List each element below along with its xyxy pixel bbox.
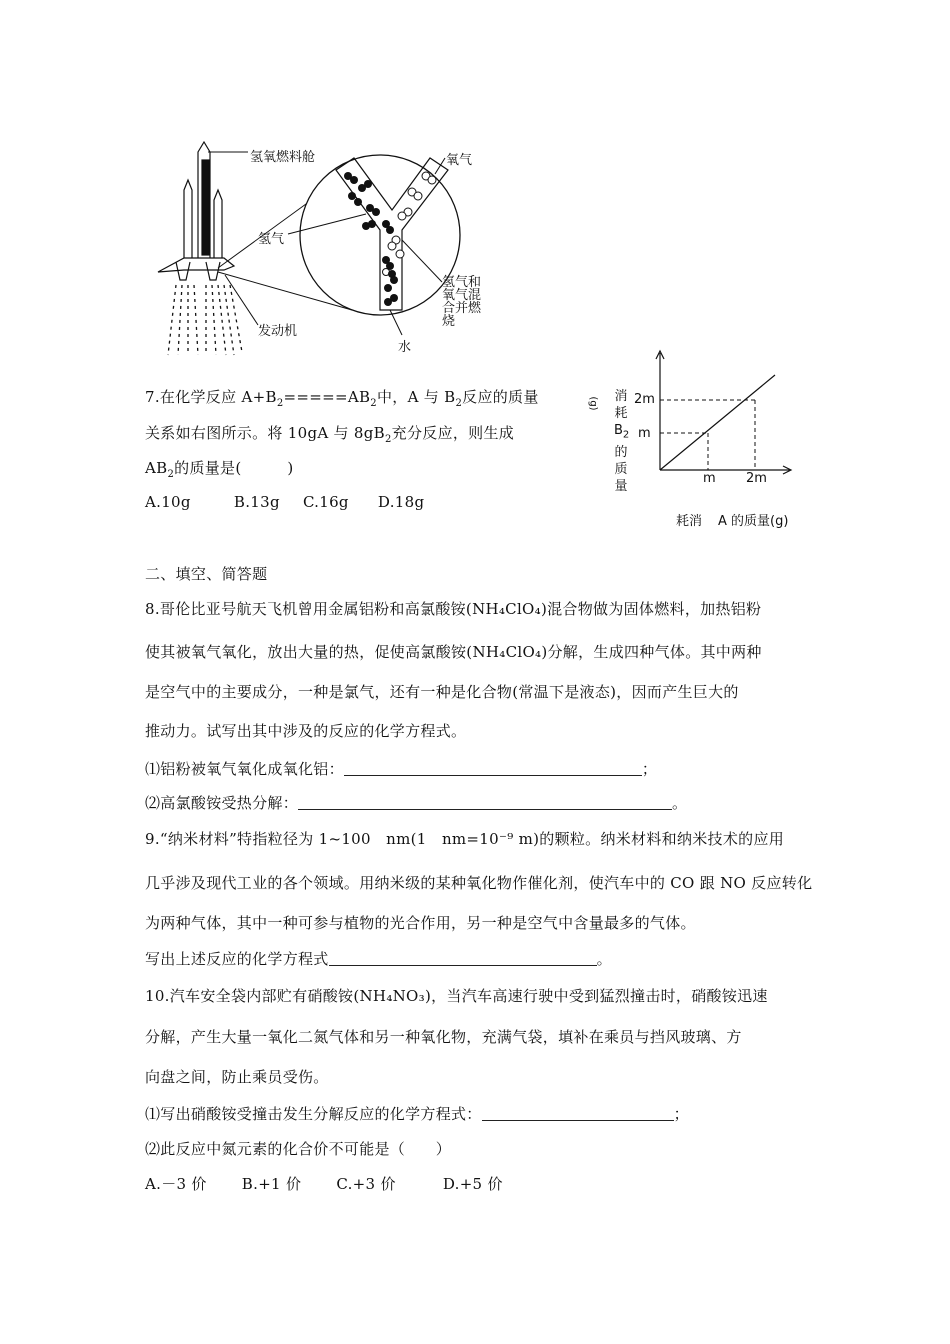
q10-option-c[interactable]: C.+3 价: [336, 1175, 396, 1193]
q7-options: [145, 493, 424, 511]
q9-line4: 写出上述反应的化学方程式 。: [145, 950, 612, 968]
label-oxygen: 氧气: [446, 153, 473, 168]
q10-option-b[interactable]: B.+1 价: [241, 1175, 302, 1193]
q10-line1: 10.汽车安全袋内部贮有硝酸铵(NH₄NO₃)，当汽车高速行驶中受到猛烈撞击时，硝酸铵迅速: [145, 987, 768, 1005]
y-axis-unit: (g): [587, 396, 599, 411]
q7-option-c[interactable]: C.16g: [302, 493, 349, 511]
q10-sub1: ⑴写出硝酸铵受撞击发生分解反应的化学方程式： ；: [145, 1105, 689, 1123]
label-mix: 氢气和 氧气混 合并燃 烧: [442, 275, 482, 329]
q9-line3: 为两种气体，其中一种可参与植物的光合作用，另一种是空气中含量最多的气体。: [145, 914, 696, 932]
q10-options: [145, 1173, 503, 1194]
q7-line1: 7.在化学反应 $A+B_2=====AB_2$中，A 与 $B_2$反应的质量: [145, 388, 539, 409]
q8-answer-1[interactable]: [344, 761, 642, 776]
q8-sub1: ⑴铝粉被氧气氧化成氧化铝： ；: [145, 760, 658, 778]
q10-answer-1[interactable]: [482, 1106, 674, 1121]
data-line: [660, 375, 775, 470]
x-tick-2m: 2m: [746, 471, 767, 486]
q9-line1: 9.“纳米材料”特指粒径为 1~100 nm(1 nm=10⁻⁹ m)的颗粒。纳米材料和纳米技术的应用: [145, 830, 785, 848]
q8-line2: 使其被氧气氧化，放出大量的热，促使高氯酸铵(NH₄ClO₄)分解，生成四种气体。其中两种: [145, 643, 762, 661]
q7-option-d[interactable]: D.18g: [377, 493, 425, 511]
q7-option-b[interactable]: B.13g: [233, 493, 280, 511]
q10-sub2: ⑵此反应中氮元素的化合价不可能是（ ）: [145, 1140, 452, 1158]
q8-line1: 8.哥伦比亚号航天飞机曾用金属铝粉和高氯酸铵(NH₄ClO₄)混合物做为固体燃料，加热铝粉: [145, 600, 762, 618]
mass-graph: [640, 345, 800, 480]
q7-option-a[interactable]: A.10g: [145, 493, 191, 511]
q8-answer-2[interactable]: [298, 795, 672, 810]
exhaust-icon: [168, 285, 242, 355]
q9-line2: 几乎涉及现代工业的各个领域。用纳米级的某种氧化物作催化剂，使汽车中的 CO 跟 NO 反应转化: [145, 874, 813, 892]
q7-line3: $AB_2$的质量是( ): [145, 459, 294, 480]
rocket-icon: [158, 142, 234, 280]
y-tick-2m: 2m: [634, 392, 655, 407]
q8-line4: 推动力。试写出其中涉及的反应的化学方程式。: [145, 722, 467, 740]
q10-line2: 分解，产生大量一氧化二氮气体和另一种氧化物，充满气袋，填补在乘员与挡风玻璃、方: [145, 1028, 742, 1046]
q9-answer[interactable]: [329, 951, 597, 966]
q10-option-a[interactable]: A.－3 价: [145, 1175, 207, 1193]
label-fuel-tank: 氢氧燃料舱: [250, 150, 316, 165]
q10-option-d[interactable]: D.+5 价: [442, 1175, 503, 1193]
y-tick-m: m: [638, 426, 651, 441]
q8-sub2: ⑵高氯酸铵受热分解： 。: [145, 794, 688, 812]
label-engine: 发动机: [258, 324, 298, 339]
x-axis-label: 耗消 A 的质量(g): [676, 514, 789, 529]
label-water: 水: [398, 340, 412, 355]
q8-line3: 是空气中的主要成分，一种是氯气，还有一种是化合物(常温下是液态)，因而产生巨大的: [145, 683, 739, 701]
x-tick-m: m: [703, 471, 716, 486]
rocket-diagram: [140, 130, 480, 365]
section-title: 二、填空、简答题: [145, 565, 268, 583]
label-hydrogen: 氢气: [258, 232, 285, 247]
q7-line2: 关系如右图所示。将 10gA 与 $8gB_2$充分反应，则生成: [145, 424, 515, 445]
q10-line3: 向盘之间，防止乘员受伤。: [145, 1068, 329, 1086]
y-axis-label: 消 耗 $B_2$ 的 质 量: [614, 389, 630, 494]
